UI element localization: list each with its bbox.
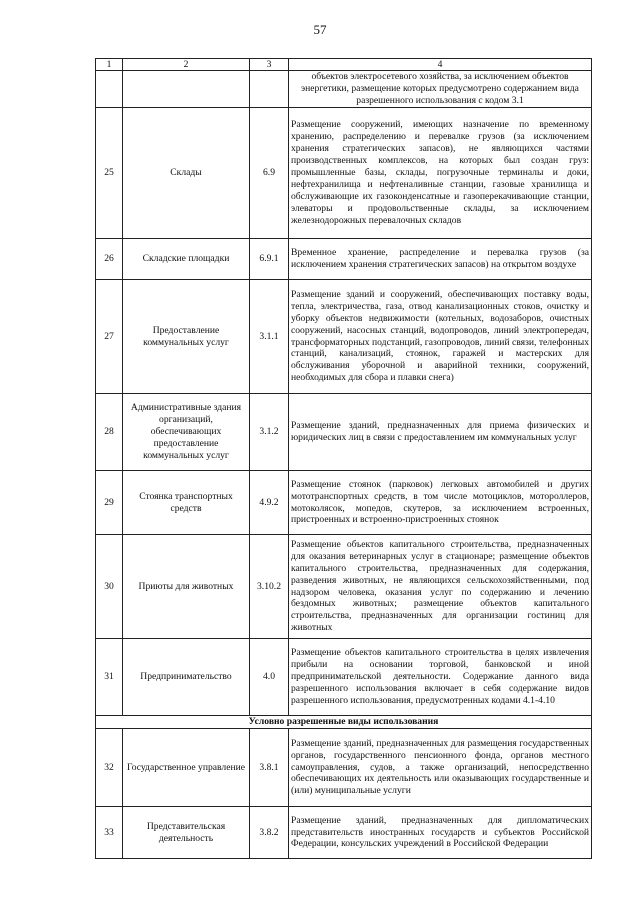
row-name: Предоставление коммунальных услуг [123, 280, 250, 394]
row-code: 4.0 [250, 639, 289, 716]
row-number: 29 [96, 471, 123, 535]
table-row [96, 729, 592, 807]
section-title: Условно разрешенные виды использования [96, 716, 592, 729]
row-description: Размещение зданий и сооружений, обеспечивающих поставку воды, тепла, электричества, газа, отвод канализационных стоков, очистку и уборку объектов недвижимости (котельных, водозаборов, очистных сооружений, насосных станций, водопроводов, линий электропередач, трансформаторных подстанций, газопроводов, линий связи, телефонных станций, канализаций, стоянок, гаражей и мастерских для обслуживания уборочной и аварийной техники, сооружений, необходимых для сбора и плавки снега) [289, 280, 592, 394]
row-code: 6.9.1 [250, 239, 289, 280]
row-number: 27 [96, 280, 123, 394]
page-number: 57 [313, 22, 327, 37]
row-description: объектов электросетевого хозяйства, за исключением объектов энергетики, размещение которых предусмотрено содержанием вида разрешенного использования с кодом 3.1 [289, 71, 592, 108]
row-code: 3.1.2 [250, 394, 289, 471]
row-name: Приюты для животных [123, 535, 250, 639]
land-use-table [95, 58, 592, 859]
row-name: Предпринимательство [123, 639, 250, 716]
row-description: Размещение стоянок (парковок) легковых автомобилей и других мототранспортных средств, в том числе мотоциклов, мотороллеров, мотоколясок, мопедов, скутеров, за исключением встроенных, пристроенных и встроенно-пристроенных стоянок [289, 471, 592, 535]
table-row [96, 108, 592, 239]
row-name: Стоянка транспортных средств [123, 471, 250, 535]
row-description: Размещение зданий, предназначенных для приема физических и юридических лиц в связи с предоставлением им коммунальных услуг [289, 394, 592, 471]
row-description: Размещение сооружений, имеющих назначение по временному хранению, распределению и перевалке грузов (за исключением хранения стратегических запасов), не являющихся частями производственных комплексов, на которых был создан груз: промышленные базы, склады, погрузочные терминалы и доки, нефтехранилища и нефтеналивные станции, газовые хранилища и обслуживающие их газоконденсатные и газоперекачивающие станции, элеваторы и продовольственные склады, за исключением железнодорожных перевалочных складов [289, 108, 592, 239]
row-code: 6.9 [250, 108, 289, 239]
row-description: Размещение зданий, предназначенных для размещения государственных органов, государственного пенсионного фонда, органов местного самоуправления, судов, а также организаций, непосредственно обеспечивающих их деятельность или оказывающих государственные и (или) муниципальные услуги [289, 729, 592, 807]
row-number [96, 71, 123, 108]
row-number: 30 [96, 535, 123, 639]
row-name: Административные здания организаций, обеспечивающих предоставление коммунальных услуг [123, 394, 250, 471]
row-number: 28 [96, 394, 123, 471]
row-name [123, 71, 250, 108]
row-name: Представительская деятельность [123, 807, 250, 859]
header-col-1: 1 [96, 59, 123, 71]
section-row [96, 716, 592, 729]
row-number: 33 [96, 807, 123, 859]
header-col-4: 4 [289, 59, 592, 71]
table-row [96, 239, 592, 280]
row-description: Размещение объектов капитального строительства, предназначенных для оказания ветеринарных услуг в стационаре; размещение объектов капитального строительства, предназначенных для содержания, разведения животных, не являющихся сельскохозяйственными, под надзором человека, оказания услуг по содержанию и лечению бездомных животных; размещение объектов капитального строительства, предназначенных для организации гостиниц для животных [289, 535, 592, 639]
table-row [96, 394, 592, 471]
row-description: Размещение зданий, предназначенных для дипломатических представительств иностранных государств и субъектов Российской Федерации, консульских учреждений в Российской Федерации [289, 807, 592, 859]
row-code: 3.10.2 [250, 535, 289, 639]
row-name: Складские площадки [123, 239, 250, 280]
row-code: 4.9.2 [250, 471, 289, 535]
row-code [250, 71, 289, 108]
header-col-2: 2 [123, 59, 250, 71]
row-name: Склады [123, 108, 250, 239]
row-number: 32 [96, 729, 123, 807]
row-code: 3.8.1 [250, 729, 289, 807]
table-row [96, 280, 592, 394]
row-number: 31 [96, 639, 123, 716]
row-name: Государственное управление [123, 729, 250, 807]
table-row [96, 639, 592, 716]
table-row [96, 807, 592, 859]
table-row [96, 471, 592, 535]
row-description: Размещение объектов капитального строительства в целях извлечения прибыли на основании торговой, банковской и иной предпринимательской деятельности. Содержание данного вида разрешенного использования включает в себя содержание видов разрешенного использования, предусмотренных кодами 4.1-4.10 [289, 639, 592, 716]
table-row-continuation [96, 71, 592, 108]
row-code: 3.8.2 [250, 807, 289, 859]
row-number: 25 [96, 108, 123, 239]
table-row [96, 535, 592, 639]
row-description: Временное хранение, распределение и перевалка грузов (за исключением хранения стратегических запасов) на открытом воздухе [289, 239, 592, 280]
row-number: 26 [96, 239, 123, 280]
table-header-row [96, 59, 592, 71]
row-code: 3.1.1 [250, 280, 289, 394]
header-col-3: 3 [250, 59, 289, 71]
